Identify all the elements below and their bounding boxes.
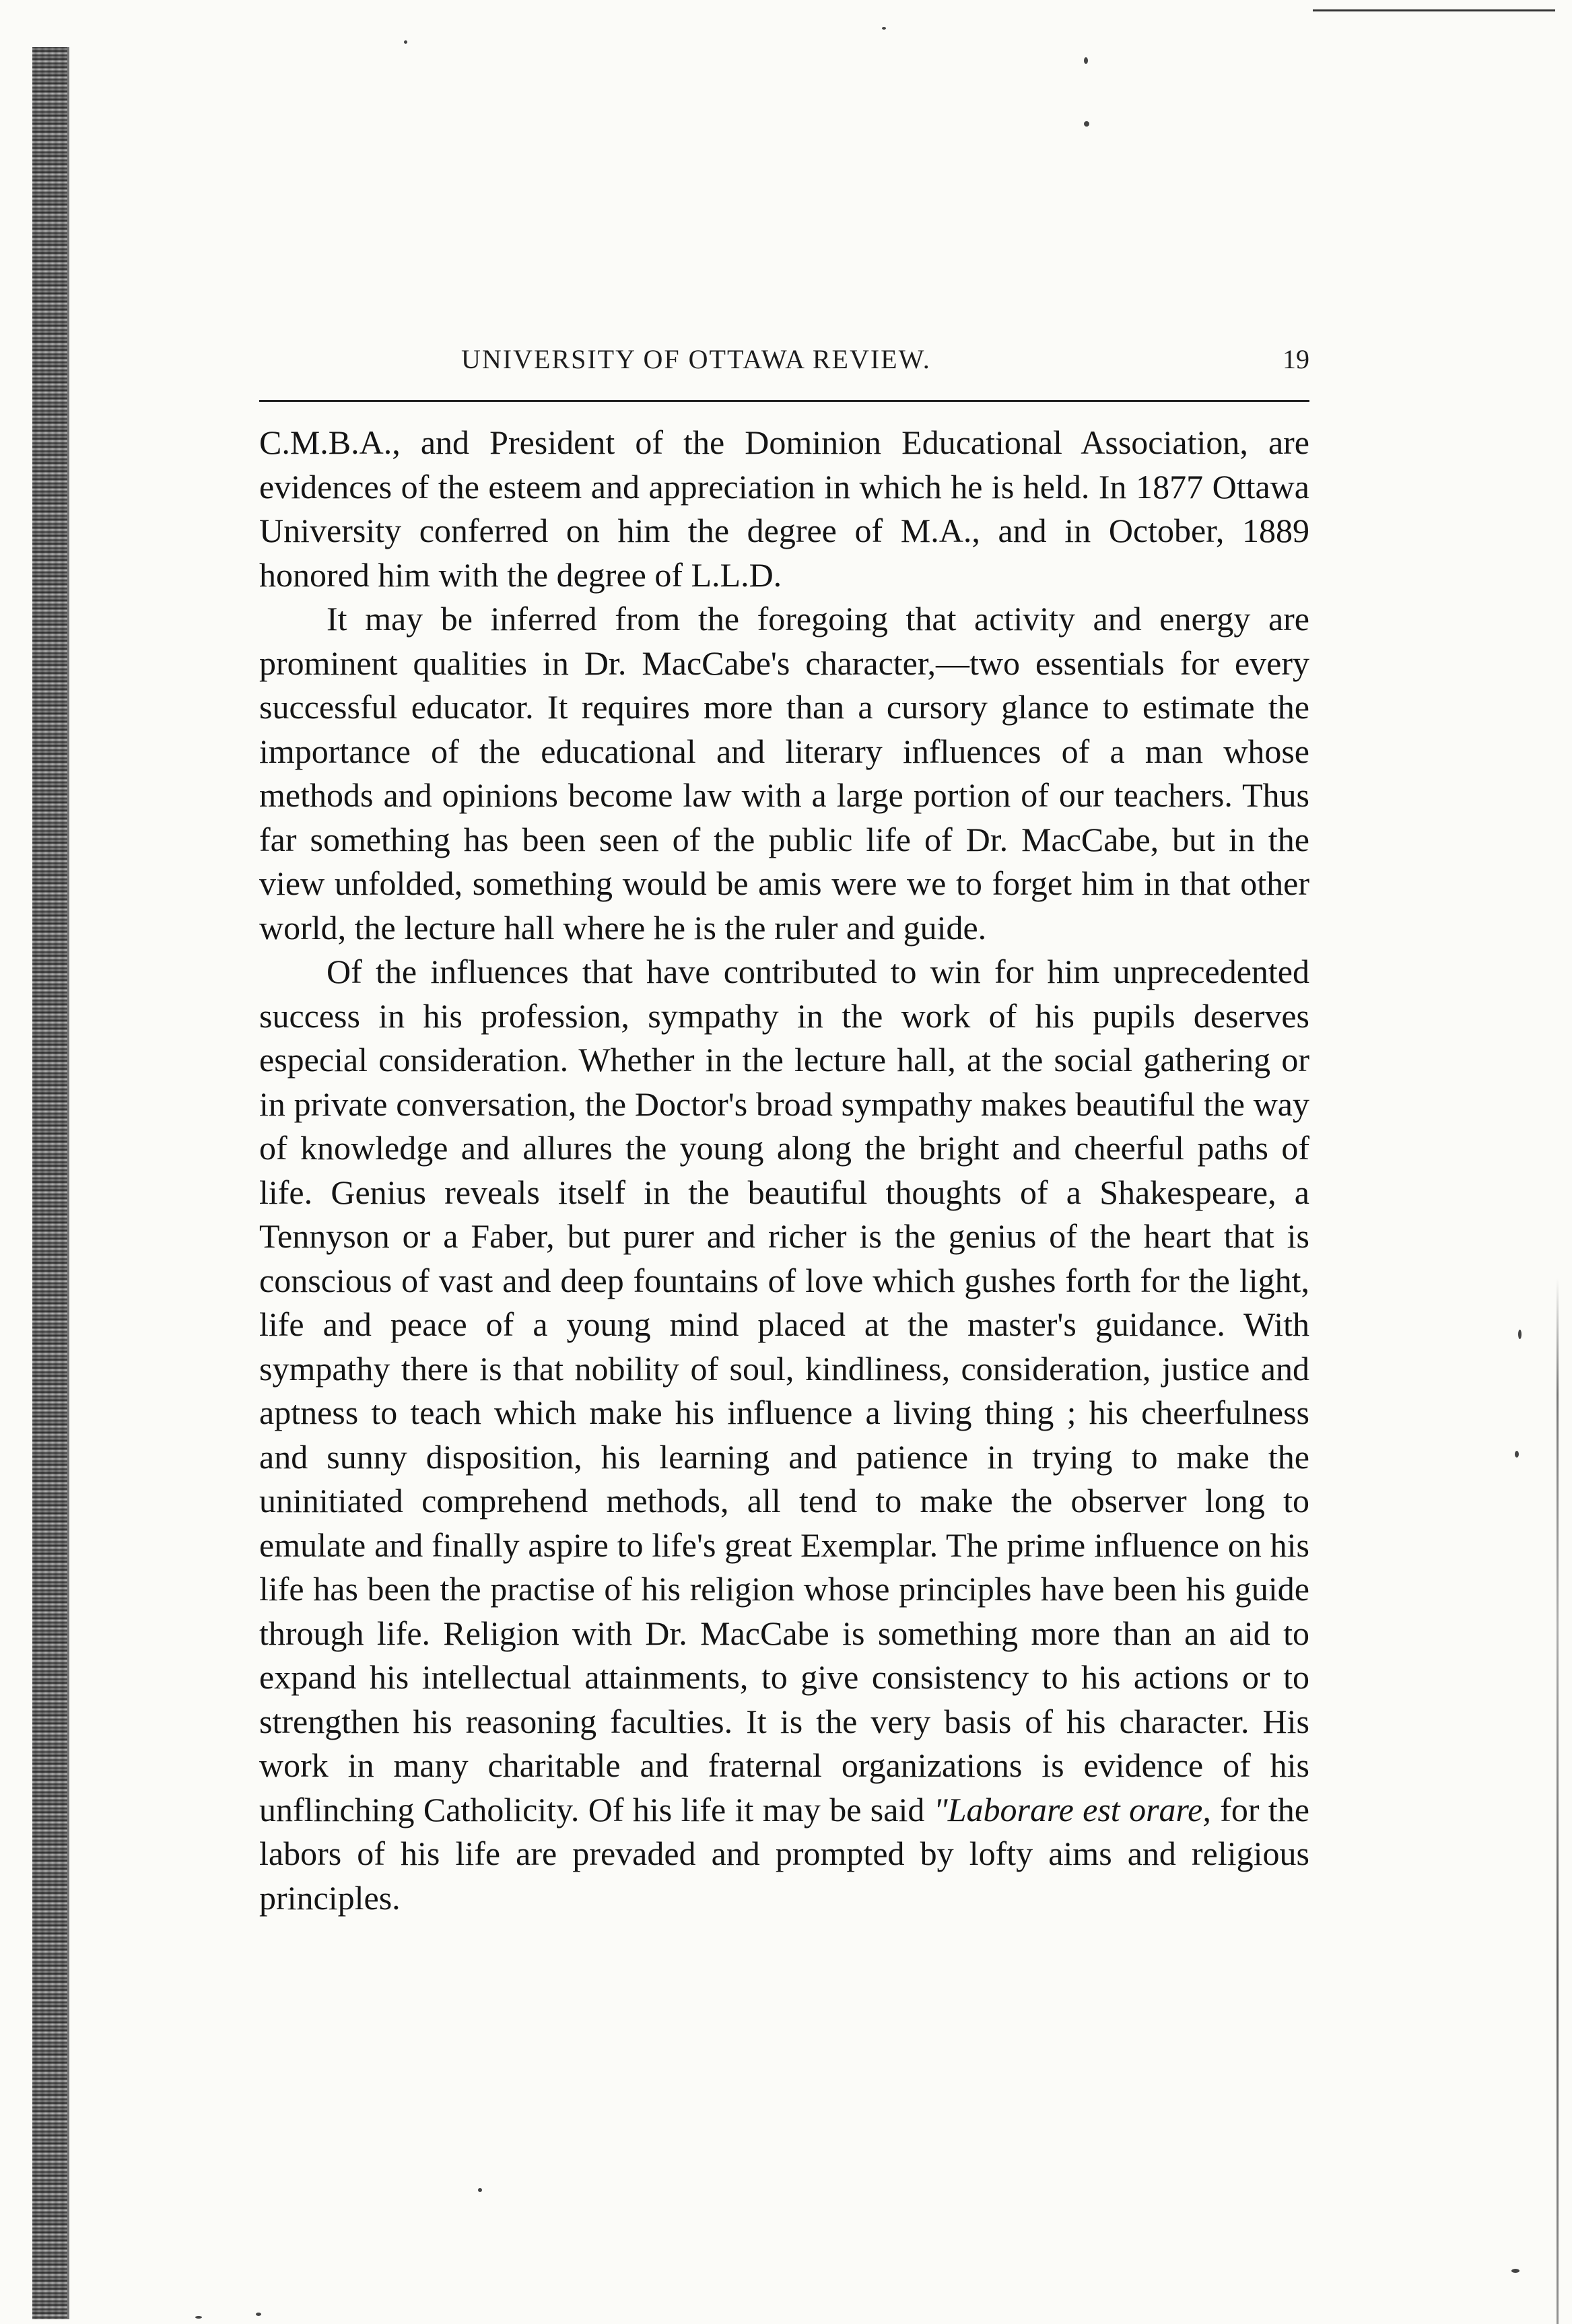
top-edge-mark [1313, 9, 1555, 11]
paragraph-3-text: Of the influences that have contributed to win for him unprecedented success in his profession, sympathy in the work of his pupils deserves especial consideration. Whether in the lecture hall, at the social gathering or in private conversation, the Doctor's broad sympathy makes beautiful the way of knowledge and allures the young along the bright and cheerful paths of life. Genius reveals itself in the beautiful thoughts of a Shakespeare, a Tennyson or a Faber, but purer and richer is the genius of the heart that is conscious of vast and deep fountains of love which gushes forth for the light, life and peace of a young mind placed at the master's guidance. With sympathy there is that nobility of soul, kindliness, consideration, justice and aptness to teach which make his influence a living thing ; his cheerfulness and sunny disposition, his learning and patience in trying to make the uninitiated comprehend methods, all tend to make the observer long to emulate and finally aspire to life's great Exemplar. The prime influence on his life has been the practise of his religion whose principles have been his guide through life. Religion with Dr. MacCabe is something more than an aid to expand his intellectual attainments, to give consistency to his actions or to strengthen his reasoning faculties. It is the very basis of his character. His work in many charitable and fraternal organizations is evidence of his unflinching Catholicity. Of his life it may be said [259, 953, 1309, 1829]
scan-speck [195, 2316, 202, 2319]
scan-speck [1084, 57, 1088, 64]
paragraph-3-end: for the labors of his life are prevaded and prompted by lofty aims and religious principles. [259, 1790, 1309, 1917]
scan-speck [882, 27, 886, 30]
scan-speck [1084, 121, 1089, 127]
paragraph-1: C.M.B.A., and President of the Dominion Educational Association, are evidences of the esteem and appreciation in which he is held. In 1877 Ottawa University conferred on him the degree of M.A., and in October, 1889 honored him with the degree of L.L.D. [259, 423, 1309, 594]
page-edge [1557, 0, 1559, 2324]
header-rule [259, 400, 1309, 402]
article-body [259, 421, 1309, 1920]
scan-speck [1518, 1330, 1522, 1339]
binding-strip [32, 47, 67, 2319]
paragraph-3 [259, 950, 1309, 1920]
scan-speck [1515, 1451, 1519, 1458]
page-number: 19 [1283, 344, 1309, 374]
scan-speck [256, 2313, 261, 2316]
scan-speck [1511, 2269, 1519, 2273]
paragraph-2: It may be inferred from the foregoing that activity and energy are prominent qualities in Dr. MacCabe's character,—two essentials for every successful educator. It requires more than a cursory glance to estimate the importance of the educational and literary influences of a man whose methods and opinions become law with a large portion of our teachers. Thus far something has been seen of the public life of Dr. MacCabe, but in the view unfolded, something would be amis were we to forget him in that other world, the lecture hall where he is the ruler and guide. [259, 600, 1309, 947]
scan-speck [404, 40, 407, 44]
scan-speck [478, 2188, 482, 2192]
running-title: UNIVERSITY OF OTTAWA REVIEW. [461, 344, 931, 374]
latin-phrase: "Laborare est orare, [933, 1790, 1211, 1829]
binding-edge [67, 47, 69, 2319]
page-header [259, 343, 1309, 390]
